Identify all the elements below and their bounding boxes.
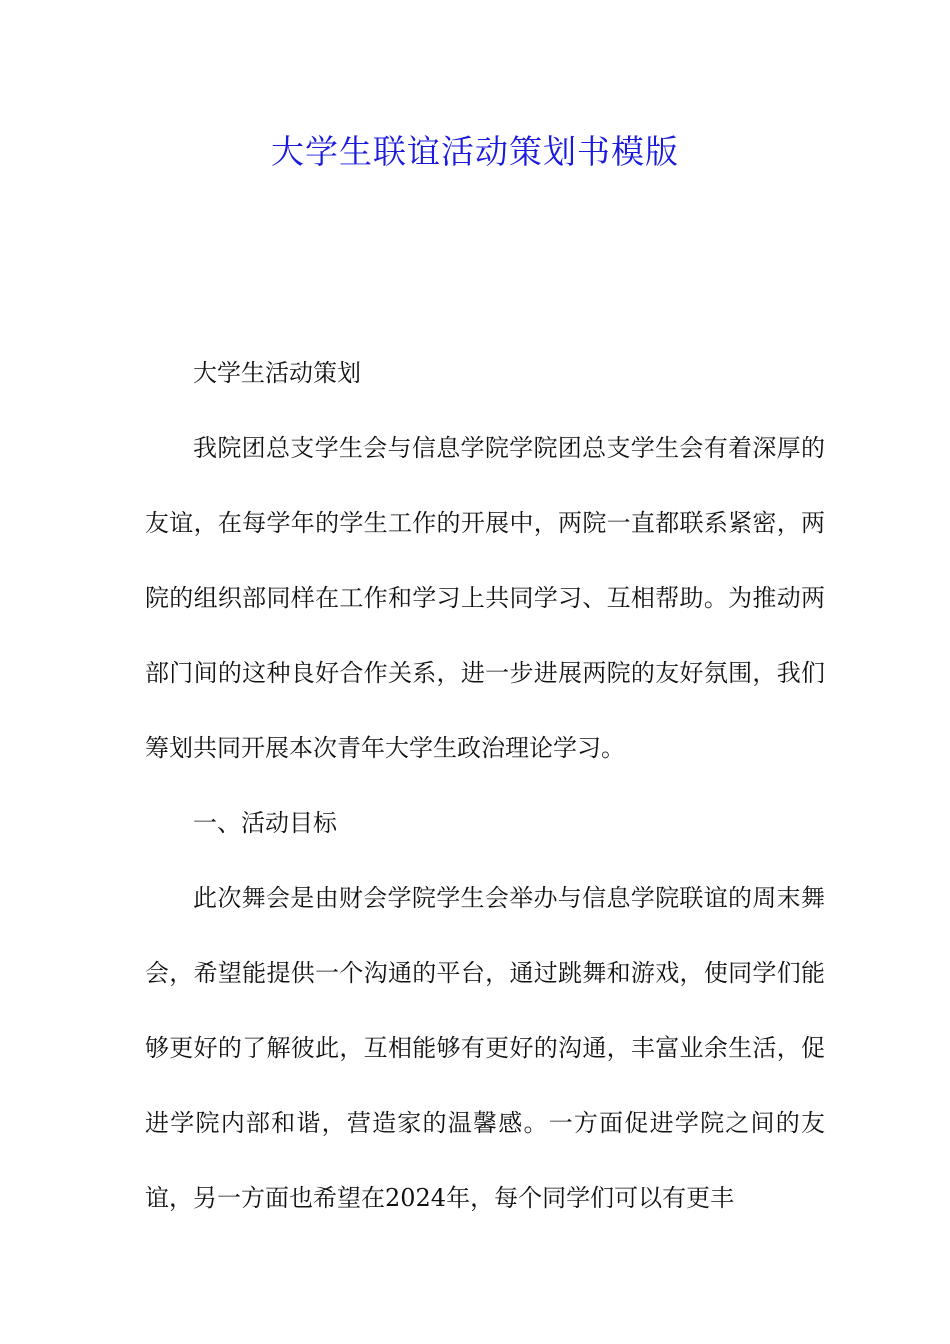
intro-paragraph: 我院团总支学生会与信息学院学院团总支学生会有着深厚的友谊，在每学年的学生工作的开展中，两院一直都联系紧密，两院的组织部同样在工作和学习上共同学习、互相帮助。为推动两部门间的这种良好合作关系，进一步进展两院的友好氛围，我们筹划共同开展本次青年大学生政治理论学习。 xyxy=(145,434,825,762)
goals-paragraph: 此次舞会是由财会学院学生会举办与信息学院联谊的周末舞会，希望能提供一个沟通的平台，通过跳舞和游戏，使同学们能够更好的了解彼此，互相能够有更好的沟通，丰富业余生活，促进学院内部和谐，营造家的温馨感。一方面促进学院之间的友谊，另一方面也希望在2024年，每个同学们可以有更丰 xyxy=(145,884,825,1212)
subtitle: 大学生活动策划 xyxy=(193,359,361,387)
section-heading-goals: 一、活动目标 xyxy=(193,809,337,837)
document-title: 大学生联谊活动策划书模版 xyxy=(271,132,679,171)
document-body xyxy=(145,336,825,1236)
